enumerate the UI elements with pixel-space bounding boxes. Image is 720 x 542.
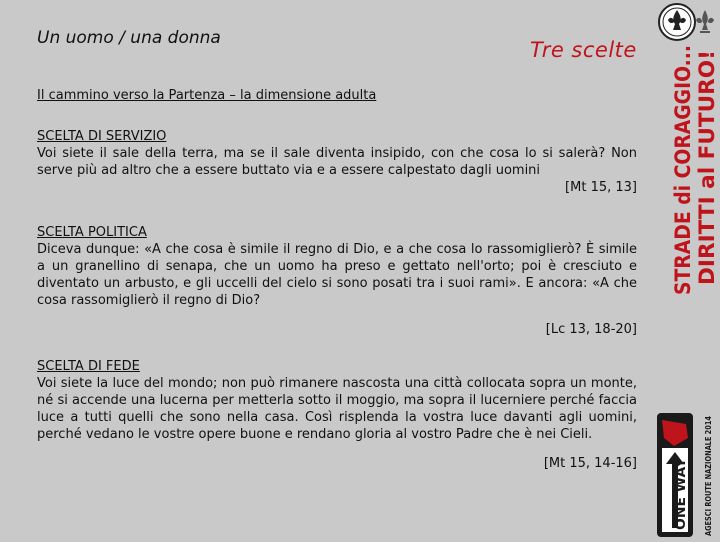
section-reference: [Lc 13, 18-20] [545,322,637,337]
page-title: Un uomo / una donna [37,28,221,48]
caption-text: AGESCI ROUTE NAZIONALE 2014 [704,412,713,536]
slogan-line-2: DIRITTI al FUTURO! [695,56,719,285]
section-heading: SCELTA POLITICA [37,225,147,240]
subtitle: Il cammino verso la Partenza – la dimensione adulta [37,88,377,103]
section-heading: SCELTA DI FEDE [37,359,140,374]
slogan-vertical [660,40,720,300]
scout-emblem-icon [657,2,697,42]
section-heading: SCELTA DI SERVIZIO [37,129,167,144]
fleur-de-lis-icon [693,8,717,40]
slide-heading: Tre scelte [530,38,637,62]
section-servizio [37,128,637,196]
section-reference: [Mt 15, 13] [565,180,637,195]
sign-text: ONE WAY [674,462,689,530]
section-body: Voi siete la luce del mondo; non può rimanere nascosta una città collocata sopra un monte, né si accende una lucerna per metterla sotto il moggio, ma sopra il lucerniere perché faccia luce a tutti quelli che sono nella casa. Così risplenda la vostra luce davanti agli uomini, perché vedano le vostre opere buone e rendano gloria al vostro Padre che è nei Cieli. [37,376,637,442]
route-caption [696,412,718,538]
section-fede [37,358,637,472]
one-way-sign-icon [656,412,694,538]
section-politica [37,224,637,338]
section-body: Voi siete il sale della terra, ma se il sale diventa insipido, con che cosa lo si salerà? Non serve più ad altro che a essere buttato via e a essere calpestato dagli uomini [37,146,637,178]
section-body: Diceva dunque: «A che cosa è simile il regno di Dio, e a che cosa lo rassomiglierò? È simile a un granellino di senapa, che un uomo ha preso e gettato nell'orto; poi è cresciuto e diventato un arbusto, e gli uccelli del cielo si sono posati tra i suoi rami». E ancora: «A che cosa rassomiglierò il regno di Dio? [37,242,637,308]
section-reference: [Mt 15, 14-16] [543,456,637,471]
slogan-line-1: STRADE di CORAGGIO... [671,40,695,295]
